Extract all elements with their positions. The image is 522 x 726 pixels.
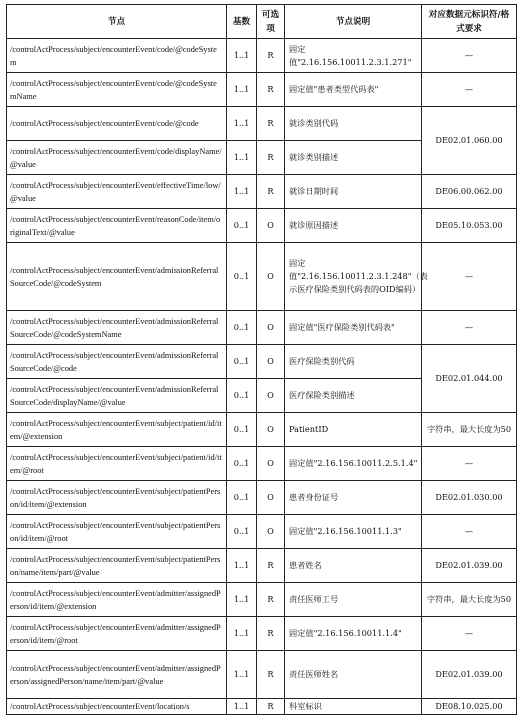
optional-cell: R	[257, 141, 285, 175]
optional-cell: O	[257, 515, 285, 549]
table-row	[7, 447, 517, 481]
node-path: /controlActProcess/subject/encounterEvent/code/@codeSystem	[7, 39, 227, 73]
table-row	[7, 699, 517, 715]
table-row	[7, 515, 517, 549]
table-row	[7, 549, 517, 583]
node-path: /controlActProcess/subject/encounterEvent/subject/patient/id/item/@extension	[7, 413, 227, 447]
table-row	[7, 311, 517, 345]
node-path: /controlActProcess/subject/encounterEvent/admissionReferralSourceCode/@codeSystemName	[7, 311, 227, 345]
document-page	[6, 4, 516, 715]
cardinality-cell: 0..1	[227, 209, 257, 243]
node-path: /controlActProcess/subject/encounterEvent/code/@codeSystemName	[7, 73, 227, 107]
optional-cell: R	[257, 73, 285, 107]
standard-cell: —	[422, 447, 517, 481]
cardinality-cell: 1..1	[227, 583, 257, 617]
standard-cell: —	[422, 243, 517, 311]
cardinality-cell: 0..1	[227, 345, 257, 379]
optional-cell: O	[257, 243, 285, 311]
standard-cell: —	[422, 73, 517, 107]
optional-cell: O	[257, 379, 285, 413]
node-path: /controlActProcess/subject/encounterEvent/code/displayName/@value	[7, 141, 227, 175]
standard-cell: —	[422, 515, 517, 549]
standard-cell: 字符串，最大长度为50	[422, 413, 517, 447]
description-cell: 就诊原因描述	[285, 209, 422, 243]
table-row	[7, 175, 517, 209]
node-path: /controlActProcess/subject/encounterEvent/admitter/assignedPerson/assignedPerson/name/item/part/@value	[7, 651, 227, 699]
optional-cell: R	[257, 549, 285, 583]
description-cell: 医疗保险类别代码	[285, 345, 422, 379]
node-path: /controlActProcess/subject/encounterEvent/admitter/assignedPerson/id/item/@root	[7, 617, 227, 651]
cardinality-cell: 0..1	[227, 413, 257, 447]
node-path: /controlActProcess/subject/encounterEvent/subject/patientPerson/id/item/@root	[7, 515, 227, 549]
optional-cell: O	[257, 447, 285, 481]
table-row	[7, 209, 517, 243]
description-cell: PatientID	[285, 413, 422, 447]
description-cell: 科室标识	[285, 699, 422, 715]
optional-cell: R	[257, 107, 285, 141]
node-path: /controlActProcess/subject/encounterEvent/subject/patient/id/item/@root	[7, 447, 227, 481]
header-standard: 对应数据元标识符/格式要求	[422, 5, 517, 39]
optional-cell: R	[257, 651, 285, 699]
cardinality-cell: 1..1	[227, 175, 257, 209]
table-header-row	[7, 5, 517, 39]
node-path: /controlActProcess/subject/encounterEvent/admissionReferralSourceCode/@codeSystem	[7, 243, 227, 311]
node-path: /controlActProcess/subject/encounterEvent/admitter/assignedPerson/id/item/@extension	[7, 583, 227, 617]
standard-cell: DE02.01.060.00	[422, 107, 517, 175]
optional-cell: O	[257, 413, 285, 447]
cardinality-cell: 1..1	[227, 549, 257, 583]
cardinality-cell: 0..1	[227, 447, 257, 481]
header-description: 节点说明	[285, 5, 422, 39]
optional-cell: R	[257, 617, 285, 651]
cardinality-cell: 1..1	[227, 699, 257, 715]
cardinality-cell: 1..1	[227, 73, 257, 107]
optional-cell: R	[257, 699, 285, 715]
optional-cell: O	[257, 311, 285, 345]
table-row	[7, 39, 517, 73]
table-row	[7, 651, 517, 699]
node-path: /controlActProcess/subject/encounterEvent/location/s	[7, 699, 227, 715]
optional-cell: R	[257, 175, 285, 209]
standard-cell: DE02.01.039.00	[422, 549, 517, 583]
node-path: /controlActProcess/subject/encounterEvent/admissionReferralSourceCode/displayName/@value	[7, 379, 227, 413]
standard-cell: DE08.10.025.00	[422, 699, 517, 715]
header-optional: 可选项	[257, 5, 285, 39]
description-cell: 就诊日期时间	[285, 175, 422, 209]
description-cell: 固定值"2.16.156.10011.2.3.1.248"（表示医疗保险类别代码表的OID编码）	[285, 243, 422, 311]
header-cardinality: 基数	[227, 5, 257, 39]
standard-cell: DE02.01.044.00	[422, 345, 517, 413]
optional-cell: R	[257, 39, 285, 73]
cardinality-cell: 1..1	[227, 107, 257, 141]
node-path: /controlActProcess/subject/encounterEvent/reasonCode/item/originalText/@value	[7, 209, 227, 243]
description-cell: 患者姓名	[285, 549, 422, 583]
description-cell: 就诊类别描述	[285, 141, 422, 175]
cardinality-cell: 0..1	[227, 243, 257, 311]
standard-cell: 字符串，最大长度为50	[422, 583, 517, 617]
standard-cell: —	[422, 617, 517, 651]
standard-cell: DE06.00.062.00	[422, 175, 517, 209]
standard-cell: —	[422, 311, 517, 345]
cardinality-cell: 0..1	[227, 311, 257, 345]
table-row	[7, 583, 517, 617]
data-element-table	[6, 4, 517, 715]
optional-cell: O	[257, 345, 285, 379]
description-cell: 固定值"2.16.156.10011.2.5.1.4"	[285, 447, 422, 481]
cardinality-cell: 1..1	[227, 39, 257, 73]
standard-cell: DE02.01.030.00	[422, 481, 517, 515]
table-row	[7, 73, 517, 107]
table-row	[7, 345, 517, 379]
table-row	[7, 481, 517, 515]
description-cell: 责任医师工号	[285, 583, 422, 617]
table-row	[7, 243, 517, 311]
cardinality-cell: 1..1	[227, 141, 257, 175]
description-cell: 医疗保险类别描述	[285, 379, 422, 413]
description-cell: 固定值"2.16.156.10011.2.3.1.271"	[285, 39, 422, 73]
description-cell: 患者身份证号	[285, 481, 422, 515]
optional-cell: O	[257, 209, 285, 243]
cardinality-cell: 1..1	[227, 617, 257, 651]
table-row	[7, 107, 517, 141]
node-path: /controlActProcess/subject/encounterEvent/subject/patientPerson/name/item/part/@value	[7, 549, 227, 583]
cardinality-cell: 1..1	[227, 651, 257, 699]
table-row	[7, 617, 517, 651]
cardinality-cell: 0..1	[227, 481, 257, 515]
standard-cell: —	[422, 39, 517, 73]
node-path: /controlActProcess/subject/encounterEvent/subject/patientPerson/id/item/@extension	[7, 481, 227, 515]
description-cell: 固定值"医疗保险类别代码表"	[285, 311, 422, 345]
standard-cell: DE05.10.053.00	[422, 209, 517, 243]
standard-cell: DE02.01.039.00	[422, 651, 517, 699]
node-path: /controlActProcess/subject/encounterEvent/effectiveTime/low/@value	[7, 175, 227, 209]
description-cell: 固定值"2.16.156.10011.1.3"	[285, 515, 422, 549]
description-cell: 固定值"患者类型代码表"	[285, 73, 422, 107]
cardinality-cell: 0..1	[227, 379, 257, 413]
node-path: /controlActProcess/subject/encounterEvent/code/@code	[7, 107, 227, 141]
table-row	[7, 413, 517, 447]
description-cell: 固定值"2.16.156.10011.1.4"	[285, 617, 422, 651]
description-cell: 就诊类别代码	[285, 107, 422, 141]
cardinality-cell: 0..1	[227, 515, 257, 549]
optional-cell: O	[257, 481, 285, 515]
description-cell: 责任医师姓名	[285, 651, 422, 699]
optional-cell: R	[257, 583, 285, 617]
node-path: /controlActProcess/subject/encounterEvent/admissionReferralSourceCode/@code	[7, 345, 227, 379]
header-node: 节点	[7, 5, 227, 39]
